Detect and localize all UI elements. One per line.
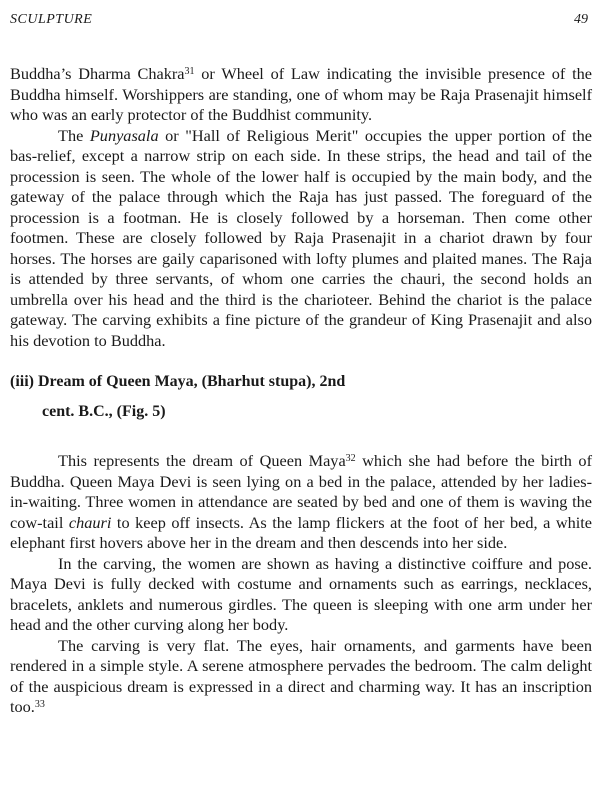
p1-text-b: or Wheel of Law indicating the invisible presence of the Buddha himself. Worshippers are standing, one of whom may be Raja Prasenajit himself who was an early protector of the Buddhist community. — [10, 64, 592, 124]
p3-text-a: This represents the dream of Queen Maya — [58, 451, 346, 470]
section-heading-line2: cent. B.C., (Fig. 5) — [42, 403, 166, 420]
page-number: 49 — [574, 12, 588, 27]
p2-rest: or "Hall of Religious Merit" occupies the upper portion of the bas-relief, except a narrow strip on each side. In these strips, the head and tail of the procession is seen. The whole of the lower half is occupied by the main body, and the gateway of the palace through which the Raja has just passed. The foreguard of the procession is a footman. He is closely followed by a horseman. Then come other footmen. These are closely followed by Raja Prasenajit in a chariot drawn by four horses. The horses are gaily caparisoned with lofty plumes and plaited manes. The Raja is attended by three servants, of whom one carries the chauri, the second holds an umbrella over his head and the third is the charioteer. Behind the chariot is the palace gateway. The carving exhibits a fine picture of the grandeur of King Prasenajit and also his devotion to Buddha. — [10, 125, 592, 350]
section-heading — [10, 367, 592, 427]
footnote-ref-32[interactable]: 32 — [345, 453, 356, 464]
page-body — [10, 64, 592, 718]
paragraph-dharma-chakra — [10, 64, 592, 126]
p4-text: In the carving, the women are shown as having a distinctive coiffure and pose. Maya Devi is fully decked with costume and ornaments such as earrings, necklaces, bracelets, anklets and numerous girdles. The queen is sleeping with one arm under her head and the other curving along her body. — [10, 553, 592, 634]
paragraph-dream-description — [10, 451, 592, 554]
p3-text-c: to keep off insects. As the lamp flickers at the foot of her bed, a white elephant first hovers above her in the dream and then descends into her side. — [10, 512, 592, 552]
paragraph-carving-style — [10, 636, 592, 718]
p5-text: The carving is very flat. The eyes, hair ornaments, and garments have been rendered in a simple style. A serene atmosphere pervades the bedroom. The calm delight of the auspicious dream is expressed in a direct and charming way. It has an inscription too. — [10, 635, 592, 716]
p1-text-a: Buddha’s Dharma Chakra — [10, 64, 185, 83]
p3-text-b: which she had before the birth of Buddha. Queen Maya Devi is seen lying on a bed in the palace, attended by her ladies-in-waiting. Three women in attendance are seated by bed and one of them is waving the cow-tail — [10, 451, 592, 532]
footnote-ref-33[interactable]: 33 — [34, 699, 45, 710]
p2-term-punyasala: Punyasala — [89, 125, 159, 145]
running-title: SCULPTURE — [10, 12, 93, 27]
paragraph-punyasala — [10, 126, 592, 352]
section-heading-line1: (iii) Dream of Queen Maya, (Bharhut stupa), 2nd — [10, 373, 346, 390]
p2-lead: The — [58, 125, 90, 145]
p3-term-chauri: chauri — [68, 512, 112, 532]
footnote-ref-31[interactable]: 31 — [184, 66, 195, 77]
paragraph-carving-women — [10, 554, 592, 636]
